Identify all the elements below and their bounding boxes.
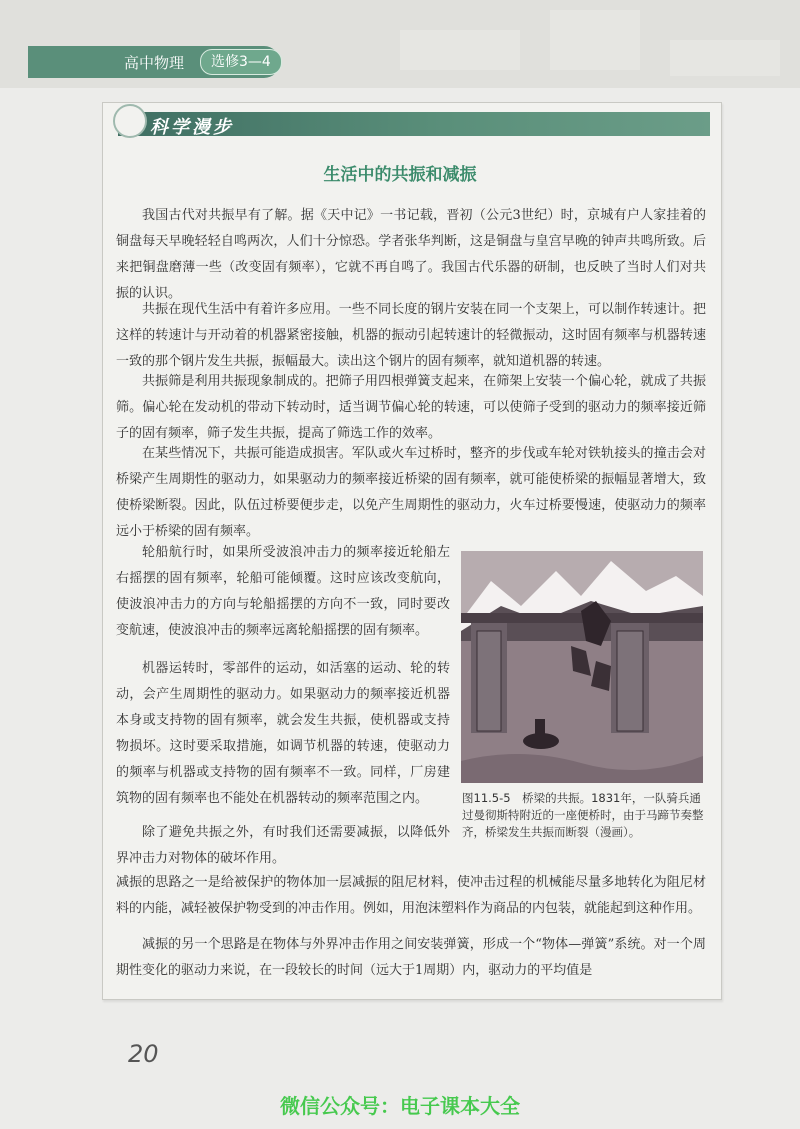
volume-badge: 选修3—4 [200,49,282,75]
paragraph-ancient: 我国古代对共振早有了解。据《天中记》一书记载，晋初（公元3世纪）时，京城有户人家挂着的铜盘每天早晚轻轻自鸣两次，人们十分惊恐。学者张华判断，这是铜盘与皇宫早晚的钟声共鸣所致。后来把铜盘磨薄一些（改变固有频率），它就不再自鸣了。我国古代乐器的研制，也反映了当时人们对共振的认识。 [116,208,706,301]
page-number: 20 [128,1040,159,1068]
paragraph-machine: 机器运转时，零部件的运动，如活塞的运动、轮的转动，会产生周期性的驱动力。如果驱动力的频率接近机器本身或支持物的固有频率，就会发生共振，使机器或支持物损坏。这时要采取措施，如调节机器的转速，使驱动力的频率与机器或支持物的固有频率不一致。同样，厂房建筑物的固有频率也不能处在机器转动的频率范围之内。 [116,661,450,806]
watermark-text: 微信公众号：电子课本大全 [280,1094,520,1118]
figure-caption: 图11.5-5 桥梁的共振。1831年，一队骑兵通过曼彻斯特附近的一座便桥时，由于马蹄节奏整齐，桥梁发生共振而断裂（漫画）。 [462,791,704,839]
section-label: 科学漫步 [150,117,234,138]
paragraph-ship: 轮船航行时，如果所受波浪冲击力的频率接近轮船左右摇摆的固有频率，轮船可能倾覆。这时应该改变航向，使波浪冲击力的方向与轮船摇摆的方向不一致，同时要改变航速，使波浪冲击的频率远离轮船摇摆的固有频率。 [116,545,450,638]
paragraph-damping-rest: 减振的思路之一是给被保护的物体加一层减振的阻尼材料，使冲击过程的机械能尽量多地转化为阻尼材料的内能，减轻被保护物受到的冲击作用。例如，用泡沫塑料作为商品的内包装，就能起到这种作用。 [116,875,706,916]
paragraph-spring: 减振的另一个思路是在物体与外界冲击作用之间安装弹簧，形成一个“物体—弹簧”系统。对一个周期性变化的驱动力来说，在一段较长的时间（远大于1周期）内，驱动力的平均值是 [116,937,706,978]
section-circle-icon [113,104,147,138]
header-decoration [380,0,800,88]
paragraph-tachometer: 共振在现代生活中有着许多应用。一些不同长度的钢片安装在同一个支架上，可以制作转速计。把这样的转速计与开动着的机器紧密接触，机器的振动引起转速计的轻微振动，这时固有频率与机器转速一致的那个钢片发生共振，振幅最大。读出这个钢片的固有频率，就知道机器的转速。 [116,302,706,369]
paragraph-sieve: 共振筛是利用共振现象制成的。把筛子用四根弹簧支起来，在筛架上安装一个偏心轮，就成了共振筛。偏心轮在发动机的带动下转动时，适当调节偏心轮的转速，可以使筛子受到的驱动力的频率接近筛子的固有频率，筛子发生共振，提高了筛选工作的效率。 [116,374,706,441]
article-title: 生活中的共振和减振 [323,165,477,185]
paragraph-bridge: 在某些情况下，共振可能造成损害。军队或火车过桥时，整齐的步伐或车轮对铁轨接头的撞击会对桥梁产生周期性的驱动力，如果驱动力的频率接近桥梁的固有频率，就可能使桥梁的振幅显著增大，致使桥梁断裂。因此，队伍过桥要便步走，以免产生周期性的驱动力，火车过桥要慢速，使驱动力的频率远小于桥梁的固有频率。 [116,446,706,539]
paragraph-damping-start: 除了避免共振之外，有时我们还需要减振，以降低外界冲击力对物体的破坏作用。 [116,825,450,866]
bridge-resonance-illustration [461,551,703,783]
book-title: 高中物理 [124,54,185,72]
